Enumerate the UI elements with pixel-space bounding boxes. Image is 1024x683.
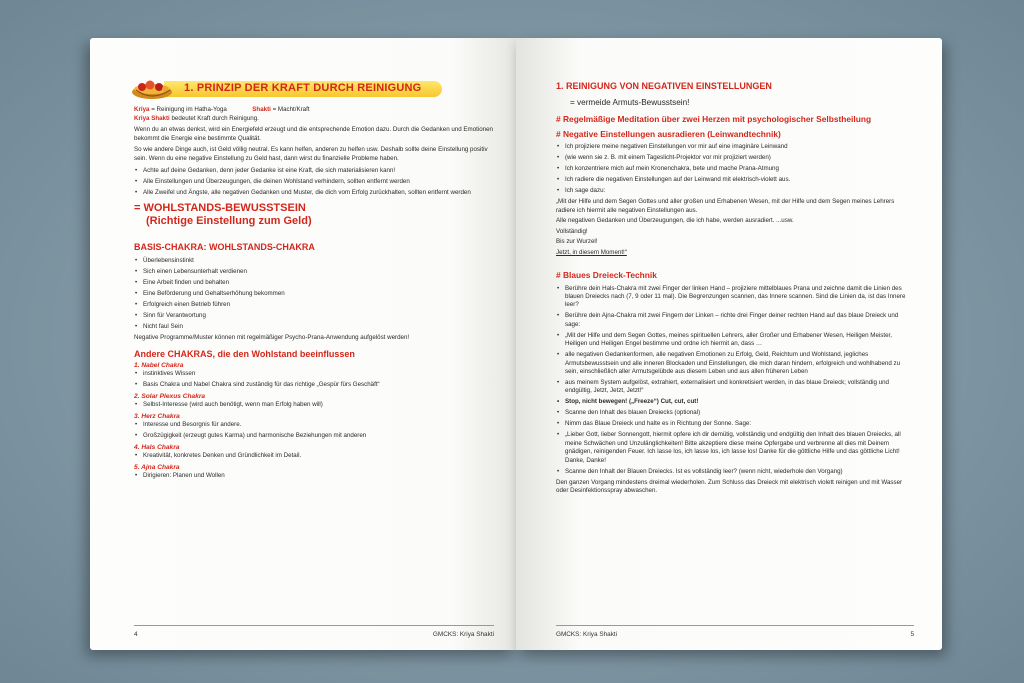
list-item: • aus meinem System aufgelöst, extrahiert, externalisiert und konkretisiert werden, in das blaue Dreieck; vollständig und endgültig, Jetzt, Jetzt, Jetzt!“ xyxy=(556,379,914,396)
kriya-shakti-term: Kriya Shakti xyxy=(134,114,170,122)
basis-chakra-heading: BASIS-CHAKRA: WOHLSTANDS-CHAKRA xyxy=(134,241,315,252)
section-banner xyxy=(134,78,494,100)
dreieck-heading: # Blaues Dreieck-Technik xyxy=(556,269,657,280)
footer-rule xyxy=(556,625,914,626)
kriya-definition: = Reinigung im Hatha-Yoga xyxy=(149,106,227,113)
list-item: • „Lieber Gott, lieber Sonnengott, hiermit opfere ich dir demütig, vollständig und endgültig den Inhalt des blauen Dreiecks, all meine Schwächen und Unzulänglichkeiten! Bitte akzeptiere diese meine Opfergabe und verbrenne all dies mit Deinem gnädigen, reinigenden Feuer. Ich lasse los, ich lasse los, ich lasse los! Danke für die göttliche Hilfe und das göttliche Licht! Danke, Danke! xyxy=(556,431,914,465)
chakra-list xyxy=(134,452,494,460)
footer-title: GMCKS: Kriya Shakti xyxy=(432,631,494,638)
intro-paragraph-2: So wie andere Dinge auch, ist Geld völlig neutral. Es kann helfen, anderen zu helfen usw. Deshalb sollte deine Einstellung positiv sein. Wenn du eine negative Einstellung zu Geld hast, dann wirst du finanzielle Probleme haben. xyxy=(134,146,488,162)
andere-chakras-heading: Andere CHAKRAS, die den Wohlstand beeinflussen xyxy=(134,348,355,359)
meditation-heading: # Regelmäßige Meditation über zwei Herzen mit psychologischer Selbstheilung xyxy=(556,114,872,124)
quote-text: Jetzt, in diesem Moment!“ xyxy=(556,248,627,256)
chakra-title: 2. Solar Plexus Chakra xyxy=(134,392,206,400)
list-item: • Erfolgreich einen Betrieb führen xyxy=(134,301,494,309)
list-item: • Scanne den Inhalt des blauen Dreiecks (optional) xyxy=(556,409,914,417)
page-number: 5 xyxy=(910,631,914,638)
list-item: • Dirigieren: Planen und Wollen xyxy=(134,472,494,480)
list-item: • Alle Einstellungen und Überzeugungen, die deinen Wohlstand verhindern, sollten entfernt werden xyxy=(134,178,494,186)
chakra-list xyxy=(134,472,494,480)
leinwand-heading: # Negative Einstellungen ausradieren (Leinwandtechnik) xyxy=(556,129,781,139)
list-item: • Eine Arbeit finden und behalten xyxy=(134,279,494,287)
leinwand-list xyxy=(556,143,914,195)
list-item: • Ich sage dazu: xyxy=(556,187,914,195)
footer-title: GMCKS: Kriya Shakti xyxy=(556,631,618,638)
shakti-term: Shakti xyxy=(252,106,271,113)
right-page-content xyxy=(556,78,914,620)
banner-title: 1. PRINZIP DER KRAFT DURCH REINIGUNG xyxy=(184,82,422,94)
list-item: • Großzügigkeit (erzeugt gutes Karma) und harmonische Beziehungen mit anderen xyxy=(134,432,494,440)
wohlstand-heading-line-2: (Richtige Einstellung zum Geld) xyxy=(146,214,312,227)
chakra-title: 5. Ajna Chakra xyxy=(134,463,180,471)
offering-bowl-icon xyxy=(128,76,176,100)
attitude-list xyxy=(134,167,494,197)
intro-paragraph-1: Wenn du an etwas denkst, wird ein Energiefeld erzeugt und die entsprechende Emotion dazu. Durch die Gedanken und Emotionen bekommt die Energie eine bestimmte Qualität. xyxy=(134,126,493,142)
wohlstand-heading-line-1: = WOHLSTANDS-BEWUSSTSEIN xyxy=(134,201,306,214)
list-item: • Ich konzentriere mich auf mein Kronenchakra, bete und mache Prana-Atmung xyxy=(556,165,914,173)
quote-text: Alle negativen Gedanken und Überzeugungen, die ich habe, werden ausradiert. ...usw. xyxy=(556,217,794,225)
list-item: • Eine Beförderung und Gehaltserhöhung bekommen xyxy=(134,290,494,298)
quote-text: Bis zur Wurzel! xyxy=(556,238,598,246)
list-item: • Selbst-Interesse (wird auch benötigt, wenn man Erfolg haben will) xyxy=(134,401,494,409)
chakra-title: 4. Hals Chakra xyxy=(134,443,180,451)
list-item: • (wie wenn sie z. B. mit einem Tageslicht-Projektor vor mir projiziert werden) xyxy=(556,154,914,162)
list-item: • Ich radiere die negativen Einstellungen auf der Leinwand mit elektrisch-violett aus. xyxy=(556,176,914,184)
footer-rule xyxy=(134,625,494,626)
armut-subline: = vermeide Armuts-Bewusstsein! xyxy=(570,98,690,107)
list-item: • Nimm das Blaue Dreieck und halte es in Richtung der Sonne. Sage: xyxy=(556,420,914,428)
dreieck-list xyxy=(556,285,914,476)
quote-text: „Mit der Hilfe und dem Segen Gottes und aller großen und Erhabenen Wesen, mit der Hilfe und dem Segen meines Lehrers radiere ich hiermit alle negativen Einstellungen aus. xyxy=(556,198,895,214)
basis-chakra-list xyxy=(134,257,494,331)
list-item: • Scanne den Inhalt der Blauen Dreiecks. Ist es vollständig leer? (wenn nicht, wiederhole den Vorgang) xyxy=(556,468,914,476)
list-item: • Berühre dein Hals-Chakra mit zwei Finger der linken Hand – projiziere mittelblaues Prana und zeichne damit die Linien des blauen Dreiecks nach (7, 9 oder 11 mal). Die Begrenzungen scannen, das Innere scannen. Sind die Linien da, ist das Innere leer? xyxy=(556,285,914,310)
chakra-list xyxy=(134,370,494,389)
list-item: • Überlebensinstinkt xyxy=(134,257,494,265)
list-item: • Sinn für Verantwortung xyxy=(134,312,494,320)
list-item: • Alle Zweifel und Ängste, alle negativen Gedanken und Muster, die dich vom Erfolg zurückhalten, sollten entfernt werden xyxy=(134,189,494,197)
kriya-shakti-line xyxy=(134,115,494,124)
left-page-content xyxy=(134,78,494,620)
list-item: • Achte auf deine Gedanken, denn jeder Gedanke ist eine Kraft, die sich materialisieren kann! xyxy=(134,167,494,175)
list-item: • Kreativität, konkretes Denken und Gründlichkeit im Detail. xyxy=(134,452,494,460)
list-item: • alle negativen Gedankenformen, alle negativen Emotionen zu Erfolg, Geld, Reichtum und Wohlstand, jegliches Armutsbewusstsein und alle inneren Blockaden und Einstellungen, die mich daran hindern, erfolgreich und wohlhabend zu sein, einschließlich aller Armutsgelübde aus diesem Leben und aus allen früheren Leben xyxy=(556,351,914,376)
kriya-term: Kriya xyxy=(134,106,150,113)
list-item: • Interesse und Besorgnis für andere. xyxy=(134,421,494,429)
chakra-title: 1. Nabel Chakra xyxy=(134,361,184,369)
chakra-list xyxy=(134,421,494,440)
negative-programme-note: Negative Programme/Muster können mit regelmäßiger Psycho-Prana-Anwendung aufgelöst werden! xyxy=(134,333,410,341)
definition-line xyxy=(134,106,494,115)
list-item: • Nicht faul Sein xyxy=(134,323,494,331)
quote-text: Vollständig! xyxy=(556,227,588,235)
list-item: • Ich projiziere meine negativen Einstellungen vor mir auf eine imaginäre Leinwand xyxy=(556,143,914,151)
list-item: • „Mit der Hilfe und dem Segen Gottes, meines spirituellen Lehrers, aller Großer und Erhabener Wesen, Heiligen Meister, Heiligen und Heiligen Engel bestimme und ordne ich hiermit an, dass … xyxy=(556,332,914,349)
list-item: • Stop, nicht bewegen! („Freeze“) Cut, cut, cut! xyxy=(556,398,914,406)
shakti-definition: = Macht/Kraft xyxy=(270,106,310,113)
list-item: • Berühre dein Ajna-Chakra mit zwei Fingern der Linken – richte drei Finger deiner rechten Hand auf das blaue Dreieck und sage: xyxy=(556,312,914,329)
list-item: • Sich einen Lebensunterhalt verdienen xyxy=(134,268,494,276)
closing-paragraph: Den ganzen Vorgang mindestens dreimal wiederholen. Zum Schluss das Dreieck mit elektrisch violett reinigen und mit Wasser oder Desinfektionsspray abwaschen. xyxy=(556,478,903,495)
open-booklet xyxy=(90,38,942,650)
wohlstand-heading xyxy=(134,202,494,228)
right-main-heading: 1. REINIGUNG VON NEGATIVEN EINSTELLUNGEN xyxy=(556,81,772,91)
list-item: • instinktives Wissen xyxy=(134,370,494,378)
chakra-list xyxy=(134,401,494,409)
right-page xyxy=(516,38,942,650)
list-item: • Basis Chakra und Nabel Chakra sind zuständig für das richtige „Gespür fürs Geschäft“ xyxy=(134,381,494,389)
page-number: 4 xyxy=(134,631,138,638)
kriya-shakti-definition: bedeutet Kraft durch Reinigung. xyxy=(169,114,259,122)
left-page xyxy=(90,38,516,650)
chakra-title: 3. Herz Chakra xyxy=(134,412,180,420)
